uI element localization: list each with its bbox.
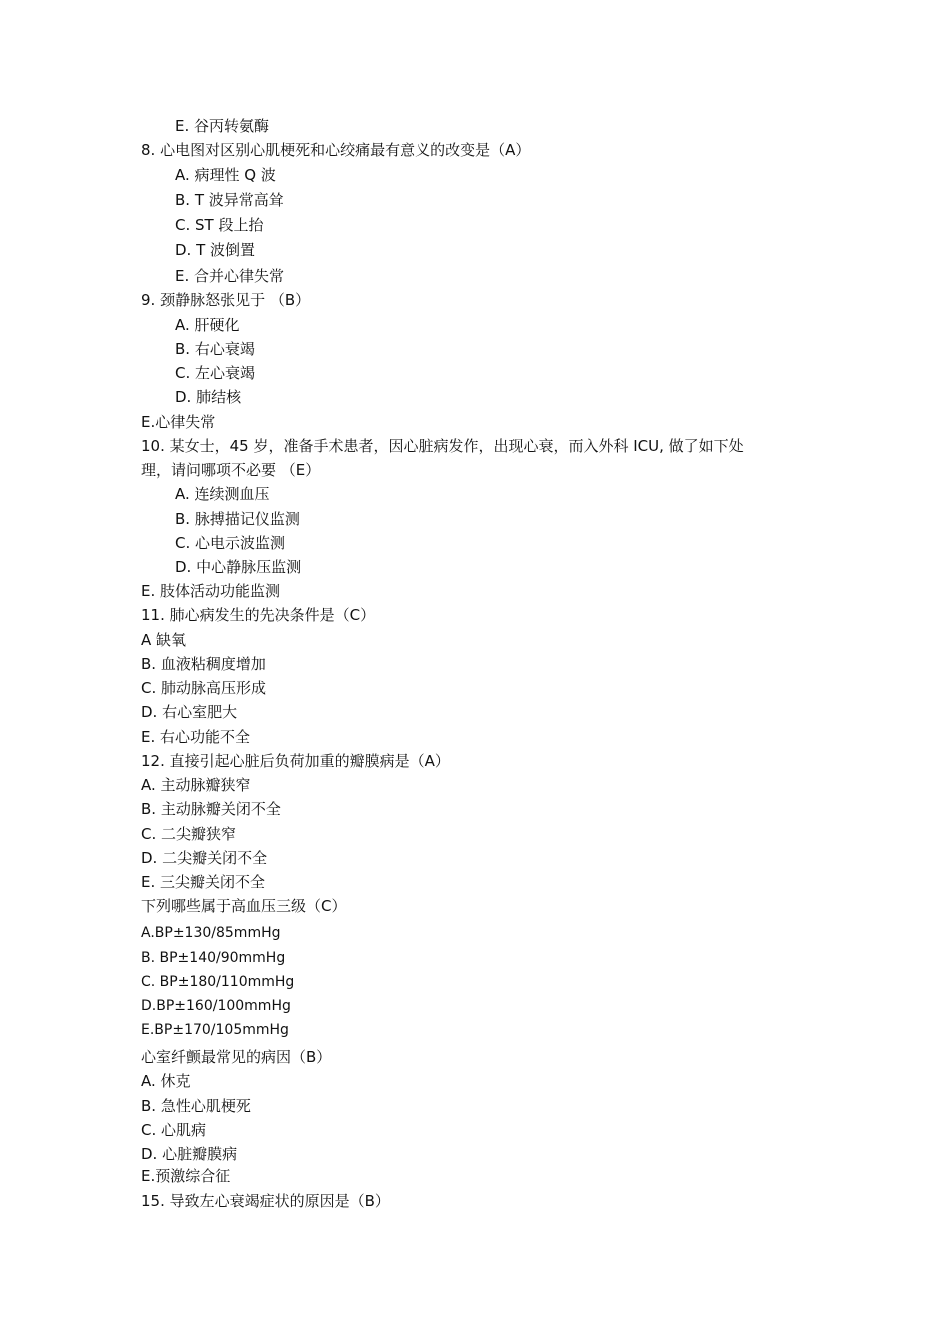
option-line: A. 休克 [141,1072,191,1090]
question-line: 10. 某女士，45 岁，准备手术患者，因心脏病发作，出现心衰，而入外科 ICU, 做了如下处 [141,437,744,455]
option-line: C. 二尖瓣狭窄 [141,825,237,843]
option-line: A. 连续测血压 [175,485,270,503]
option-line: D. 肺结核 [175,388,242,406]
option-line: C. 心肌病 [141,1121,207,1139]
option-line: D. 右心室肥大 [141,703,238,721]
option-line: B. 急性心肌梗死 [141,1097,251,1115]
option-line: A. 病理性 Q 波 [175,166,276,184]
option-line: C. ST 段上抬 [175,216,264,234]
question-line: 心室纤颤最常见的病因（B） [141,1048,332,1066]
option-line: D. T 波倒置 [175,241,256,259]
question-line: 下列哪些属于高血压三级（C） [141,897,347,915]
option-line: E.预激综合征 [141,1167,231,1185]
question-line: 12. 直接引起心脏后负荷加重的瓣膜病是（A） [141,752,450,770]
option-line: E. 谷丙转氨酶 [175,117,270,135]
option-line: B. 主动脉瓣关闭不全 [141,800,281,818]
question-line: 11. 肺心病发生的先决条件是（C） [141,606,376,624]
question-line: 15. 导致左心衰竭症状的原因是（B） [141,1192,390,1210]
option-line: D. 中心静脉压监测 [175,558,302,576]
option-line: D. 心脏瓣膜病 [141,1145,238,1163]
option-line: A 缺氧 [141,631,187,649]
option-line: E.BP±170/105mmHg [141,1022,289,1038]
option-line: B. 脉搏描记仪监测 [175,510,300,528]
option-line: E. 右心功能不全 [141,728,251,746]
option-line: E. 肢体活动功能监测 [141,582,281,600]
option-line: B. 右心衰竭 [175,340,255,358]
question-line: 9. 颈静脉怒张见于 （B） [141,291,311,309]
question-line: 理，请问哪项不必要 （E） [141,461,321,479]
option-line: B. BP±140/90mmHg [141,950,286,966]
option-line: C. 心电示波监测 [175,534,286,552]
option-line: C. BP±180/110mmHg [141,974,295,990]
option-line: C. 左心衰竭 [175,364,256,382]
option-line: E. 三尖瓣关闭不全 [141,873,266,891]
option-line: B. T 波异常高耸 [175,191,284,209]
option-line: E.心律失常 [141,413,216,431]
option-line: D.BP±160/100mmHg [141,998,291,1014]
option-line: A. 肝硬化 [175,316,240,334]
option-line: A. 主动脉瓣狭窄 [141,776,251,794]
question-line: 8. 心电图对区别心肌梗死和心绞痛最有意义的改变是（A） [141,141,531,159]
option-line: E. 合并心律失常 [175,267,285,285]
option-line: D. 二尖瓣关闭不全 [141,849,268,867]
option-line: A.BP±130/85mmHg [141,925,281,941]
option-line: C. 肺动脉高压形成 [141,679,267,697]
option-line: B. 血液粘稠度增加 [141,655,266,673]
